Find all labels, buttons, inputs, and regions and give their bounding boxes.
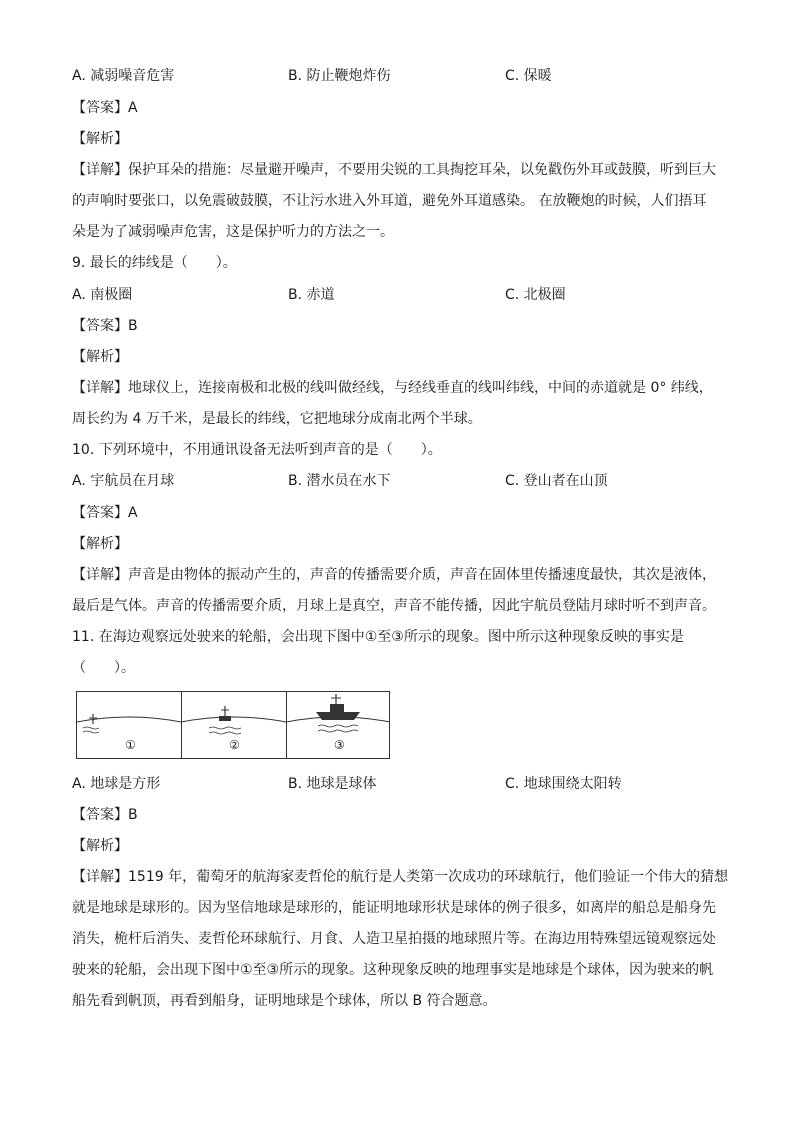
q11-question-line: （ ）。 <box>72 660 135 676</box>
q8-option-b: B. 防止鞭炮炸伤 <box>288 68 391 84</box>
q8-option-c: C. 保暖 <box>505 68 552 84</box>
figure-panel-2 <box>181 692 287 758</box>
q11-option-c: C. 地球围绕太阳转 <box>505 776 622 792</box>
q11-detail-line: 船先看到帆顶，再看到船身，证明地球是个球体，所以 B 符合题意。 <box>72 993 497 1009</box>
q11-option-b: B. 地球是球体 <box>288 776 377 792</box>
q9-answer: 【答案】B <box>72 318 138 334</box>
q11-detail-line: 消失，桅杆后消失、麦哲伦环球航行、月食、人造卫星拍摄的地球照片等。在海边用特殊望远镜观察远处 <box>72 931 716 947</box>
q8-analysis-label: 【解析】 <box>72 131 128 147</box>
q10-question: 10. 下列环境中，不用通讯设备无法听到声音的是（ ）。 <box>72 442 442 458</box>
q9-analysis-label: 【解析】 <box>72 349 128 365</box>
figure-panel-1 <box>77 692 182 758</box>
q9-option-a: A. 南极圈 <box>72 287 133 303</box>
q11-detail-line: 驶来的轮船，会出现下图中①至③所示的现象。这种现象反映的地理事实是地球是个球体，因为驶来的帆 <box>72 962 714 978</box>
q9-detail-line: 周长约为 4 万千米，是最长的纬线，它把地球分成南北两个半球。 <box>72 411 482 427</box>
q8-option-a: A. 减弱噪音危害 <box>72 68 175 84</box>
q9-question: 9. 最长的纬线是（ ）。 <box>72 255 237 271</box>
q8-detail-line: 【详解】保护耳朵的措施：尽量避开噪声，不要用尖锐的工具掏挖耳朵，以免戳伤外耳或鼓膜，听到巨大 <box>72 162 716 178</box>
q11-detail-line: 【详解】1519 年，葡萄牙的航海家麦哲伦的航行是人类第一次成功的环球航行，他们验证一个伟大的猜想 <box>72 869 729 885</box>
q10-answer: 【答案】A <box>72 505 138 521</box>
figure-label-2: ② <box>229 738 240 752</box>
ship-horizon-figure <box>76 691 390 759</box>
q10-detail-line: 【详解】声音是由物体的振动产生的，声音的传播需要介质，声音在固体里传播速度最快，其次是液体， <box>72 567 716 583</box>
q8-detail-line: 的声响时要张口，以免震破鼓膜，不让污水进入外耳道，避免外耳道感染。 在放鞭炮的时候，人们捂耳 <box>72 193 707 209</box>
q9-detail-line: 【详解】地球仪上，连接南极和北极的线叫做经线，与经线垂直的线叫纬线，中间的赤道就是 0° 纬线， <box>72 380 713 396</box>
figure-label-1: ① <box>125 738 136 752</box>
figure-label-3: ③ <box>334 738 345 752</box>
q9-option-b: B. 赤道 <box>288 287 335 303</box>
q10-option-b: B. 潜水员在水下 <box>288 473 391 489</box>
q9-option-c: C. 北极圈 <box>505 287 566 303</box>
q10-detail-line: 最后是气体。声音的传播需要介质，月球上是真空，声音不能传播，因此宇航员登陆月球时听不到声音。 <box>72 598 716 614</box>
q10-option-c: C. 登山者在山顶 <box>505 473 608 489</box>
q11-detail-line: 就是地球是球形的。因为坚信地球是球形的，能证明地球形状是球体的例子很多，如离岸的船总是船身先 <box>72 900 716 916</box>
q11-analysis-label: 【解析】 <box>72 838 128 854</box>
q11-option-a: A. 地球是方形 <box>72 776 161 792</box>
q10-analysis-label: 【解析】 <box>72 536 128 552</box>
figure-panel-3 <box>286 692 390 758</box>
q11-question-line: 11. 在海边观察远处驶来的轮船，会出现下图中①至③所示的现象。图中所示这种现象反映的事实是 <box>72 629 684 645</box>
q10-option-a: A. 宇航员在月球 <box>72 473 175 489</box>
q11-answer: 【答案】B <box>72 807 138 823</box>
q8-detail-line: 朵是为了减弱噪声危害，这是保护听力的方法之一。 <box>72 224 394 240</box>
q8-answer: 【答案】A <box>72 100 138 116</box>
